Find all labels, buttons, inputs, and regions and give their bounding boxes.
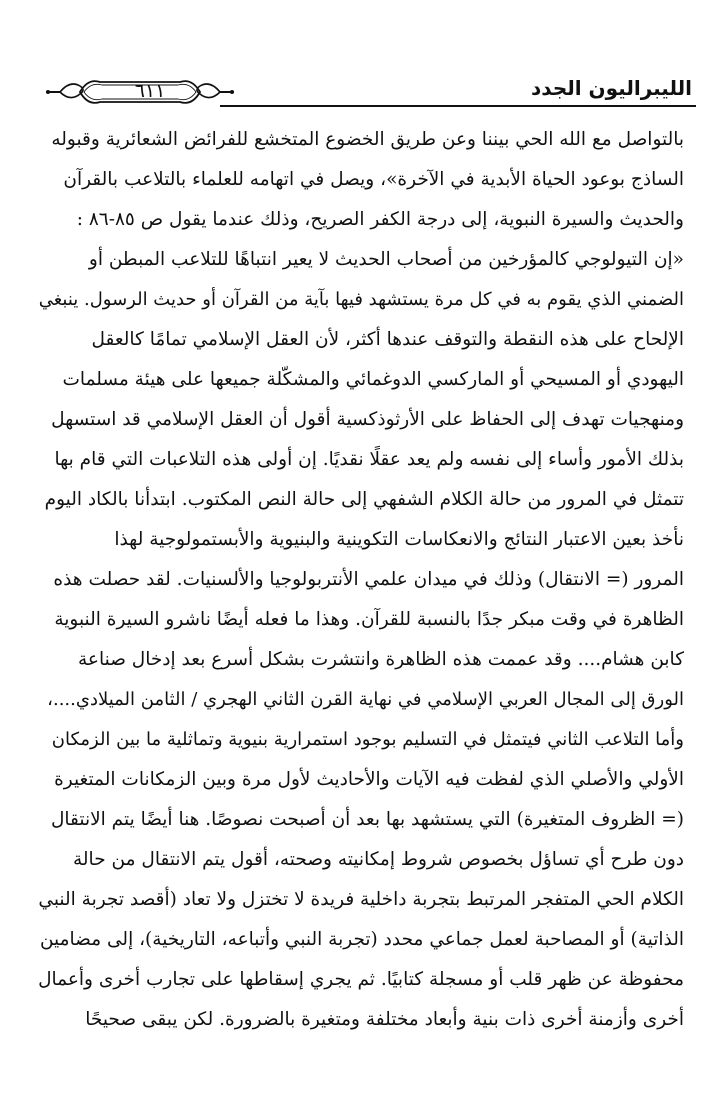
text-line: الساذج بوعود الحياة الأبدية في الآخرة»، ويصل في اتهامه للعلماء بالتلاعب بالقرآن [63,169,684,190]
text-line: اليهودي أو المسيحي أو الماركسي الدوغمائي والمشكّلة جميعها على هيئة مسلمات [62,369,684,390]
text-line: الإلحاح على هذه النقطة والتوقف عندها أكثر، لأن العقل الإسلامي تمامًا كالعقل [91,329,684,350]
text-line: ومنهجيات تهدف إلى الحفاظ على الأرثوذكسية أقول أن العقل الإسلامي قد استسهل [51,409,684,430]
text-line: أخرى وأزمنة أخرى ذات بنية وأبعاد مختلفة ومتغيرة بالضرورة. لكن يبقى صحيحًا [85,1009,684,1030]
text-line: (= الظروف المتغيرة) التي يستشهد بها بعد أن أصبحت نصوصًا. هنا أيضًا يتم الانتقال [50,809,684,830]
text-line: بذلك الأمور وأساء إلى نفسه ولم يعد عقلًا نقديًا. إن أولى هذه التلاعبات التي قام بها [54,449,684,470]
text-line: الظاهرة في وقت مبكر جدًا بالنسبة للقرآن. وهذا ما فعله أيضًا ناشرو السيرة النبوية [54,609,684,630]
page-number: ٦١١ [134,80,166,102]
text-line: «إن التيولوجي كالمؤرخين من أصحاب الحديث لا يعير انتباهًا للتلاعب المبطن أو [88,249,684,270]
text-line: دون طرح أي تساؤل بخصوص شروط إمكانيته وصحته، أقول يتم الانتقال من حالة [73,849,684,870]
text-line: وأما التلاعب الثاني فيتمثل في التسليم بوجود استمرارية بنيوية وتماثلية ما بين الزمكان [51,729,684,750]
text-line: بالتواصل مع الله الحي بيننا وعن طريق الخضوع المتخشع للفرائض الشعائرية وقبوله [51,129,684,150]
running-title: الليبراليون الجدد [531,76,692,100]
text-line: الأولي والأصلي الذي لفظت فيه الآيات والأحاديث لأول مرة وبين الزمكانات المتغيرة [54,769,684,790]
text-line: المرور (= الانتقال) وذلك في ميدان علمي الأنتربولوجيا والألسنيات. لقد حصلت هذه [53,569,684,590]
text-line: كابن هشام.... وقد عممت هذه الظاهرة وانتشرت بشكل أسرع بعد إدخال صناعة [78,649,684,670]
text-line: الكلام الحي المتفجر المرتبط بتجربة داخلية فريدة لا تختزل ولا تعاد (أقصد تجربة النبي [38,889,684,910]
header-rule [220,105,696,107]
text-line: محفوظة عن ظهر قلب أو مسجلة كتابيًا. ثم يجري إسقاطها على تجارب أخرى وأعمال [38,969,684,990]
text-line: تتمثل في المرور من حالة الكلام الشفهي إلى حالة النص المكتوب. ابتدأنا بالكاد اليوم [44,489,684,510]
text-line: الضمني الذي يقوم به في كل مرة يستشهد فيها بآية من القرآن أو حديث الرسول. ينبغي [38,289,684,310]
page-header [40,72,696,120]
text-line: الورق إلى المجال العربي الإسلامي في نهاية القرن الثاني الهجري / الثامن الميلادي....، [47,689,684,710]
text-line: الذاتية) أو المصاحبة لعمل جماعي محدد (تجربة النبي وأتباعه، التاريخية)، إلى مضامين [39,929,684,950]
body-text [36,120,684,1080]
text-line: والحديث والسيرة النبوية، إلى درجة الكفر الصريح، وذلك عندما يقول ص ٨٥-٨٦ : [76,209,684,230]
text-line: نأخذ بعين الاعتبار النتائج والانعكاسات التكوينية والبنيوية والأبستمولوجية لهذا [114,529,684,550]
